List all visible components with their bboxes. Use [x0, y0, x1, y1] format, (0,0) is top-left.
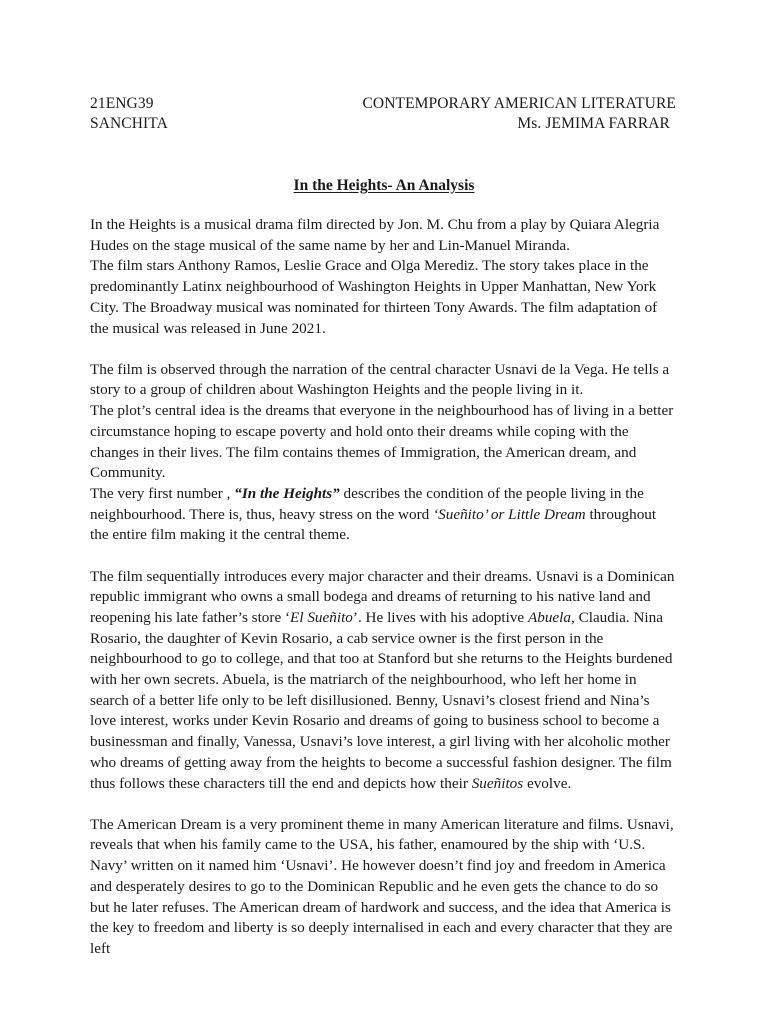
header-row-2 — [90, 114, 678, 134]
paragraph-characters — [90, 567, 678, 795]
course-code: 21ENG39 — [90, 95, 154, 112]
paragraph-narration: The film is observed through the narration of the central character Usnavi de la Vega. He tells a story to a group of children about Washington Heights and the people living in it. — [90, 360, 670, 399]
paragraph-first-number — [90, 484, 678, 546]
text-run: The film sequentially introduces every major character and their dreams. Usnavi is a Dominican republic immigrant who owns a small bodega and dreams of returning to his native land and reopening his late father’s store ‘ — [90, 567, 675, 626]
document-body — [90, 215, 678, 960]
store-name: El Sueñito — [290, 608, 353, 626]
emphasis-term: Abuela, — [527, 608, 575, 626]
instructor-name: Ms. JEMIMA FARRAR — [517, 115, 670, 132]
text-run: The very first number , — [90, 484, 235, 502]
paragraph-plot: The plot’s central idea is the dreams that everyone in the neighbourhood has of living in a better circumstance hoping to escape poverty and hold onto their dreams while coping with the changes in their lives. The film contains themes of Immigration, the American dream, and Community. — [90, 402, 674, 482]
student-name: SANCHITA — [90, 115, 168, 132]
document-title: In the Heights- An Analysis — [293, 177, 475, 194]
text-run: ’. He lives with his adoptive — [352, 608, 528, 626]
course-title: CONTEMPORARY AMERICAN LITERATURE — [362, 95, 676, 112]
text-run: describes the condition of the people living in the neighbourhood. There is, thus, heavy stress on the word — [90, 484, 644, 523]
emphasis-term: ‘Sueñito’ or Little Dream — [433, 505, 586, 523]
song-title: “In the Heights” — [234, 484, 340, 502]
header-row-1 — [90, 94, 678, 114]
text-run: throughout the entire film making it the central theme. — [90, 505, 657, 544]
paragraph-intro: In the Heights is a musical drama film directed by Jon. M. Chu from a play by Quiara Alegria Hudes on the stage musical of the same name by her and Lin-Manuel Miranda. — [90, 216, 660, 254]
text-run: evolve. — [523, 774, 572, 792]
paragraph-american-dream: The American Dream is a very prominent theme in many American literature and films. Usnavi, reveals that when his family came to the USA, his father, enamoured by the ship with ‘U.S. Navy’ written on it named him ‘Usnavi’. He however doesn’t find joy and freedom in America and desperately desires to go to the Dominican Republic and he even gets the chance to do so but he later refuses. The American dream of hardwork and success, and the idea that America is the key to freedom and liberty is so deeply internalised in each and every character that they are left — [90, 815, 674, 957]
text-run: Claudia. Nina Rosario, the daughter of Kevin Rosario, a cab service owner is the first person in the neighbourhood to go to college, and that too at Stanford but she returns to the Heights burdened with her own secrets. Abuela, is the matriarch of the neighbourhood, who left her home in search of a better life only to be left disillusioned. Benny, Usnavi’s closest friend and Nina’s love interest, works under Kevin Rosario and dreams of going to business school to become a businessman and finally, Vanessa, Usnavi’s love interest, a girl living with her alcoholic mother who dreams of getting away from the heights to become a successful fashion designer. The film thus follows these characters till the end and depicts how their — [90, 608, 673, 792]
paragraph-cast: The film stars Anthony Ramos, Leslie Grace and Olga Merediz. The story takes place in the predominantly Latinx neighbourhood of Washington Heights in Upper Manhattan, New York City. The Broadway musical was nominated for thirteen Tony Awards. The film adaptation of the musical was released in June 2021. — [90, 257, 658, 337]
emphasis-term: Sueñitos — [471, 774, 524, 792]
